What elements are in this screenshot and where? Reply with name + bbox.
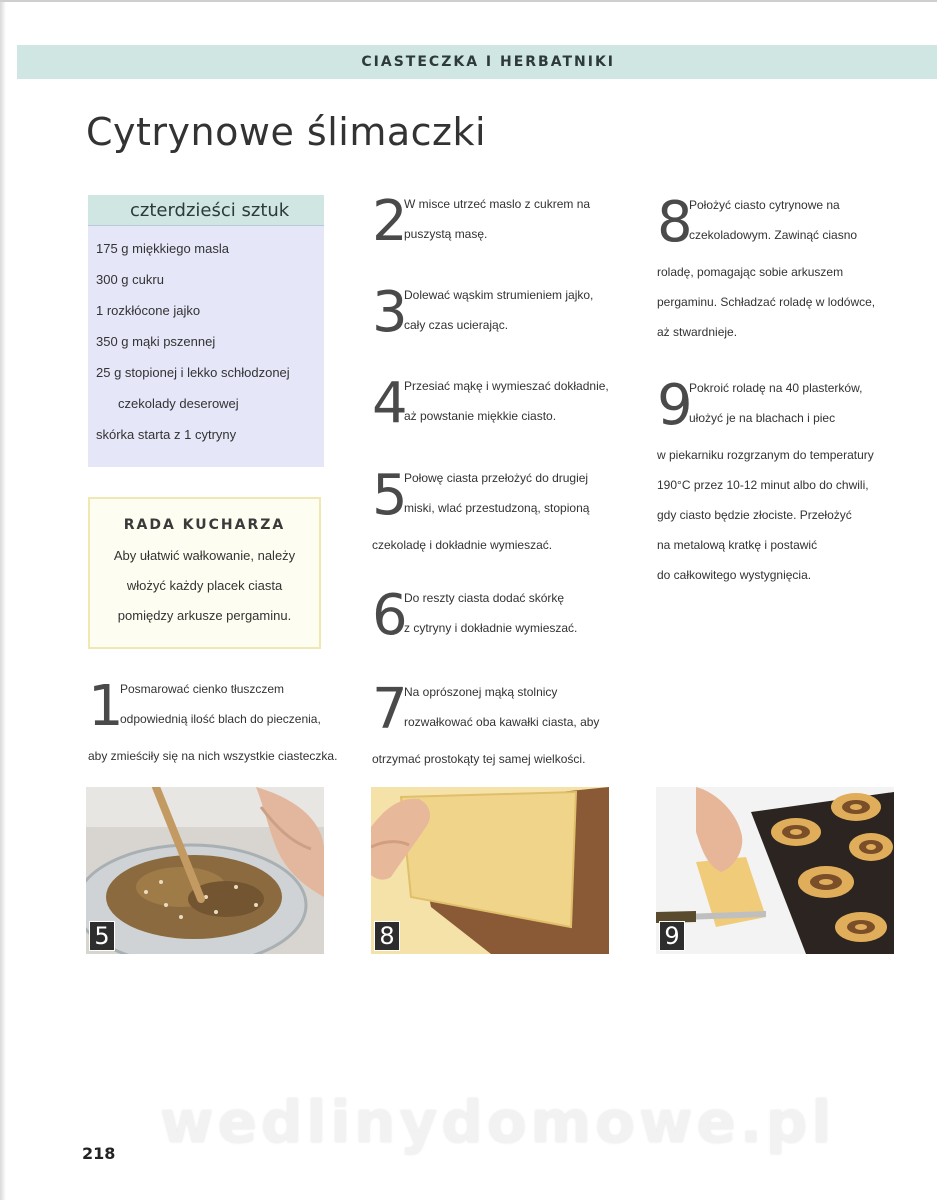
step-text: odpowiednią ilość blach do pieczenia, (120, 712, 321, 726)
section-title: CIASTECZKA I HERBATNIKI (361, 54, 615, 70)
ingredient-item: 25 g stopionej i lekko schłodzonej (96, 365, 290, 380)
page-edge (0, 0, 6, 1200)
ingredient-item: czekolady deserowej (118, 396, 239, 411)
ingredients-box (88, 195, 324, 467)
photo-step-5 (86, 787, 324, 954)
step-text-rest (88, 741, 348, 771)
step-text-rest (657, 257, 917, 347)
photo-label: 5 (89, 921, 115, 951)
page-number: 218 (82, 1144, 116, 1163)
step-text: czekoladę i dokładnie wymieszać. (372, 538, 553, 552)
step-text: Posmarować cienko tłuszczem (120, 682, 285, 696)
section-banner (17, 45, 937, 79)
step-text: gdy ciasto będzie złociste. Przełożyć (657, 508, 852, 522)
chef-tip-line: Aby ułatwić wałkowanie, należy (113, 548, 296, 563)
step-text: czekoladowym. Zawinąć ciasno (689, 228, 858, 242)
step-text: z cytryny i dokładnie wymieszać. (404, 621, 578, 635)
chef-tip-box (88, 497, 321, 649)
ingredients-list (96, 239, 322, 456)
chef-tip-heading: RADA KUCHARZA (123, 517, 286, 533)
step-text: Pokroić roladę na 40 plasterków, (689, 381, 863, 395)
step-text: aby zmieściły się na nich wszystkie ciasteczka. (88, 749, 338, 763)
step-text: pergaminu. Schładzać roladę w lodówce, (657, 295, 876, 309)
sliced-roll-photo-icon (656, 787, 894, 954)
ingredient-item: 175 g miękkiego masla (96, 241, 229, 256)
step-text: otrzymać prostokąty tej samej wielkości. (372, 752, 586, 766)
mixing-bowl-photo-icon (86, 787, 324, 954)
step-number: 9 (657, 373, 693, 438)
step-text: Przesiać mąkę i wymieszać dokładnie, (404, 379, 609, 393)
ingredient-item: 1 rozkłócone jajko (96, 303, 201, 318)
photo-step-9 (656, 787, 894, 954)
step-number: 3 (372, 280, 408, 345)
step-text: cały czas ucierając. (404, 318, 509, 332)
top-rule (0, 0, 937, 2)
step-text-rest (372, 744, 632, 774)
step-text: w piekarniku rozgrzanym do temperatury (657, 448, 874, 462)
ingredient-item: 350 g mąki pszennej (96, 334, 216, 349)
step-number: 7 (372, 677, 408, 742)
step-text: Dolewać wąskim strumieniem jajko, (404, 288, 594, 302)
chef-tip-line: pomiędzy arkusze pergaminu. (117, 608, 292, 623)
chef-tip-body (98, 541, 311, 631)
step-text: aż stwardnieje. (657, 325, 738, 339)
ingredient-item: 300 g cukru (96, 272, 164, 287)
step-text: aż powstanie miękkie ciasto. (404, 409, 557, 423)
step-text: 190°C przez 10-12 minut albo do chwili, (657, 478, 869, 492)
step-text: Na oprószonej mąką stolnicy (404, 685, 558, 699)
step-text: na metalową kratkę i postawić (657, 538, 818, 552)
ingredient-item: skórka starta z 1 cytryny (96, 427, 237, 442)
step-text: Połowę ciasta przełożyć do drugiej (404, 471, 589, 485)
recipe-title: Cytrynowe ślimaczki (86, 110, 487, 154)
photo-step-8 (371, 787, 609, 954)
step-text: W misce utrzeć maslo z cukrem na (404, 197, 591, 211)
rolling-dough-photo-icon (371, 787, 609, 954)
watermark: wedlinydomowe.pl (160, 1088, 836, 1156)
step-number: 6 (372, 583, 408, 648)
step-text: Do reszty ciasta dodać skórkę (404, 591, 565, 605)
step-text-rest (372, 530, 632, 560)
step-text: miski, wlać przestudzoną, stopioną (404, 501, 590, 515)
chef-tip-line: włożyć każdy placek ciasta (126, 578, 283, 593)
step-text: puszystą masę. (404, 227, 488, 241)
photo-label: 9 (659, 921, 685, 951)
step-text: rozwałkować oba kawałki ciasta, aby (404, 715, 600, 729)
step-text: Położyć ciasto cytrynowe na (689, 198, 840, 212)
step-number: 2 (372, 189, 408, 254)
step-text: do całkowitego wystygnięcia. (657, 568, 812, 582)
step-text: ułożyć je na blachach i piec (689, 411, 836, 425)
ingredients-heading: czterdzieści sztuk (130, 200, 290, 221)
photo-label: 8 (374, 921, 400, 951)
step-text: roladę, pomagając sobie arkuszem (657, 265, 844, 279)
ingredients-heading-bar (88, 195, 324, 226)
step-text-rest (657, 440, 917, 590)
step-number: 8 (657, 190, 693, 255)
step-number: 1 (88, 674, 124, 739)
step-number: 5 (372, 463, 408, 528)
step-number: 4 (372, 371, 408, 436)
